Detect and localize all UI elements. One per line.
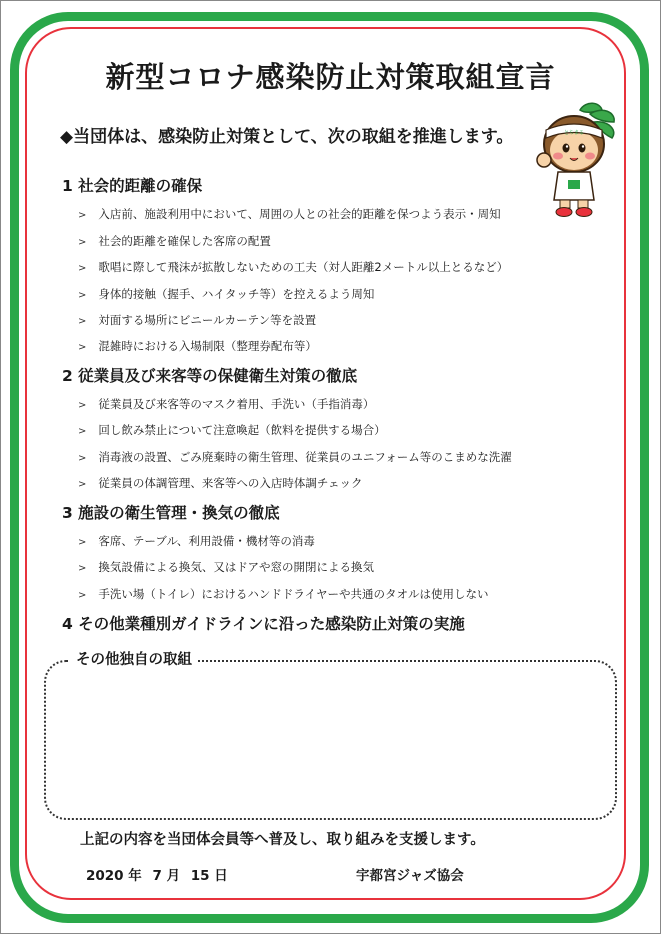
list-item: > 客席、テーブル、利用設備・機材等の消毒: [78, 534, 315, 548]
intro-statement: ◆当団体は、感染防止対策として、次の取組を推進します。: [60, 127, 514, 147]
list-item: > 換気設備による換気、又はドアや窓の開閉による換気: [78, 560, 375, 574]
arrow-bullet-icon: >: [78, 400, 87, 411]
section-1-heading: 1 社会的距離の確保: [62, 177, 203, 195]
list-item: > 身体的接触（握手、ハイタッチ等）を控えるよう周知: [78, 287, 375, 301]
arrow-bullet-icon: >: [78, 237, 87, 248]
arrow-bullet-icon: >: [78, 590, 87, 601]
arrow-bullet-icon: >: [78, 263, 87, 274]
arrow-bullet-icon: >: [78, 210, 87, 221]
tochimaru-mascot-icon: [528, 100, 624, 218]
list-item: > 手洗い場（トイレ）におけるハンドドライヤーや共通のタオルは使用しない: [78, 587, 489, 601]
arrow-bullet-icon: >: [78, 290, 87, 301]
list-item: > 回し飲み禁止について注意喚起（飲料を提供する場合）: [78, 423, 386, 437]
list-item: > 従業員及び来客等のマスク着用、手洗い（手指消毒）: [78, 397, 375, 411]
list-item: > 混雑時における入場制限（整理券配布等）: [78, 339, 317, 353]
arrow-bullet-icon: >: [78, 537, 87, 548]
arrow-bullet-icon: >: [78, 426, 87, 437]
arrow-bullet-icon: >: [78, 453, 87, 464]
own-efforts-label: その他独自の取組: [70, 648, 198, 669]
section-4-heading: 4 その他業種別ガイドラインに沿った感染防止対策の実施: [62, 615, 465, 633]
section-2-heading: 2 従業員及び来客等の保健衛生対策の徹底: [62, 367, 358, 385]
support-statement: 上記の内容を当団体会員等へ普及し、取り組みを支援します。: [80, 832, 485, 848]
arrow-bullet-icon: >: [78, 342, 87, 353]
arrow-bullet-icon: >: [78, 479, 87, 490]
list-item: > 対面する場所にビニールカーテン等を設置: [78, 313, 317, 327]
list-item: > 入店前、施設利用中において、周囲の人との社会的距離を保つよう表示・周知: [78, 207, 501, 221]
list-item: > 従業員の体調管理、来客等への入店時体調チェック: [78, 476, 363, 490]
declaration-title: 新型コロナ感染防止対策取組宣言: [105, 60, 556, 94]
headband-text: とちまる: [563, 130, 585, 136]
arrow-bullet-icon: >: [78, 563, 87, 574]
date-year: 2020 年: [86, 868, 142, 884]
organization-name: 宇都宮ジャズ協会: [356, 868, 464, 884]
date-day: 15 日: [190, 868, 228, 884]
declaration-date: [86, 864, 234, 884]
list-item: > 歌唱に際して飛沫が拡散しないための工夫（対人距離2メートル以上とるなど）: [78, 260, 509, 274]
list-item: > 社会的距離を確保した客席の配置: [78, 234, 271, 248]
own-efforts-box: [44, 660, 617, 820]
arrow-bullet-icon: >: [78, 316, 87, 327]
list-item: > 消毒液の設置、ごみ廃棄時の衛生管理、従業員のユニフォーム等のこまめな洗濯: [78, 450, 512, 464]
section-3-heading: 3 施設の衛生管理・換気の徹底: [62, 504, 280, 522]
date-month: 7 月: [152, 868, 181, 884]
